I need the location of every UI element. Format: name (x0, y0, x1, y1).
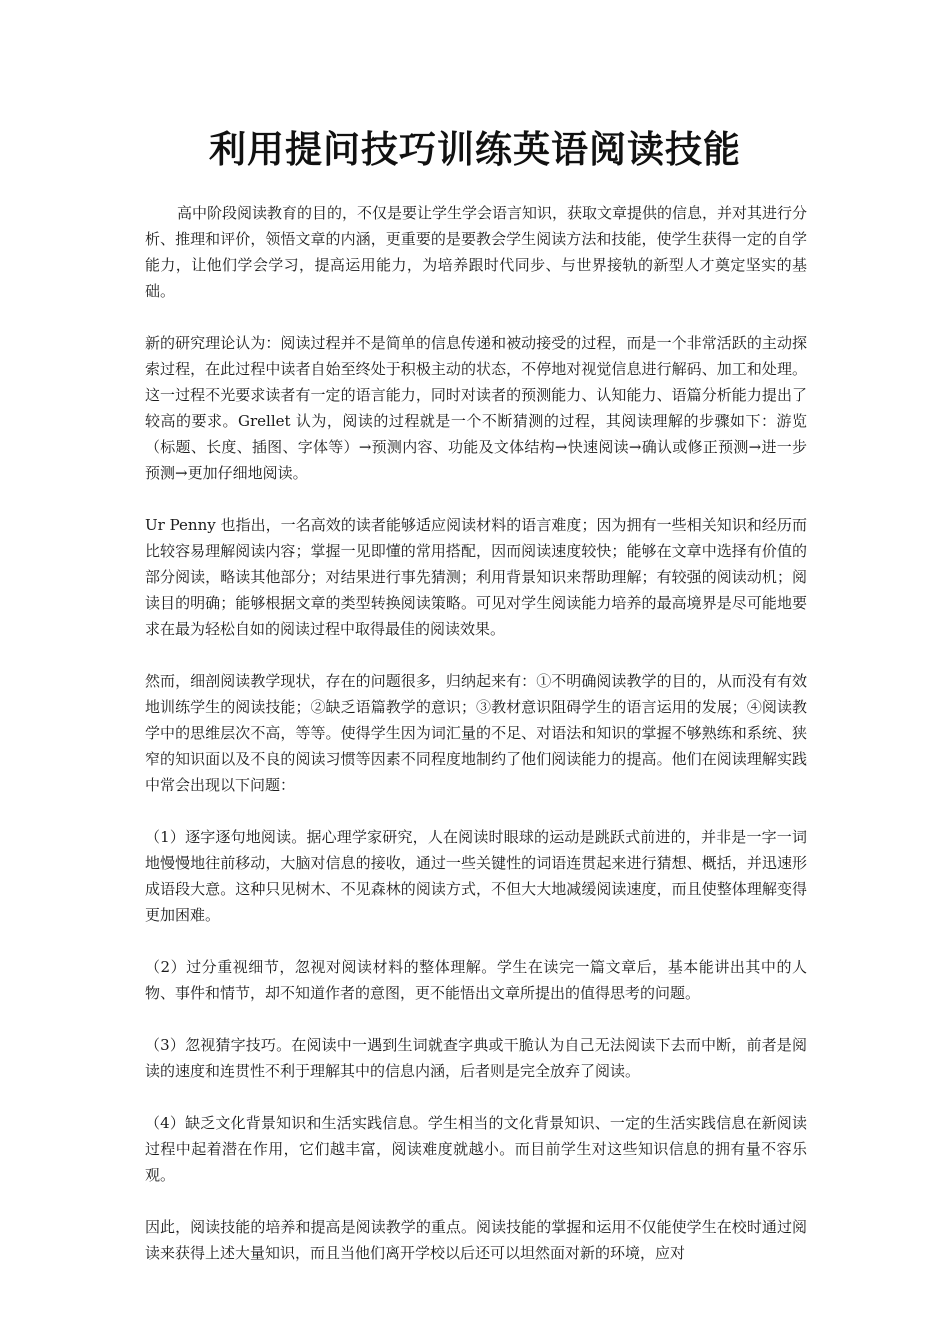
paragraph-theory: 新的研究理论认为：阅读过程并不是简单的信息传递和被动接受的过程，而是一个非常活跃的主动探索过程，在此过程中读者自始至终处于积极主动的状态，不停地对视觉信息进行解码、加工和处理。这一过程不光要求读者有一定的语言能力，同时对读者的预测能力、认知能力、语篇分析能力提出了较高的要求。Grellet 认为，阅读的过程就是一个不断猜测的过程，其阅读理解的步骤如下：游览（标题、长度、插图、字体等）→预测内容、功能及文体结构→快速阅读→确认或修正预测→进一步预测→更加仔细地阅读。 (145, 334, 807, 482)
paragraph-problem-1: （1）逐字逐句地阅读。据心理学家研究，人在阅读时眼球的运动是跳跃式前进的，并非是一字一词地慢慢地往前移动，大脑对信息的接收，通过一些关键性的词语连贯起来进行猜想、概括，并迅速形成语段大意。这种只见树木、不见森林的阅读方式，不但大大地减缓阅读速度，而且使整体理解变得更加困难。 (145, 828, 807, 924)
paragraph-problem-4: （4）缺乏文化背景知识和生活实践信息。学生相当的文化背景知识、一定的生活实践信息在新阅读过程中起着潜在作用，它们越丰富，阅读难度就越小。而目前学生对这些知识信息的拥有量不容乐观。 (145, 1114, 807, 1184)
paragraph-problem-2: （2）过分重视细节，忽视对阅读材料的整体理解。学生在读完一篇文章后，基本能讲出其中的人物、事件和情节，却不知道作者的意图，更不能悟出文章所提出的值得思考的问题。 (145, 958, 807, 1002)
paragraph-conclusion: 因此，阅读技能的培养和提高是阅读教学的重点。阅读技能的掌握和运用不仅能使学生在校时通过阅读来获得上述大量知识，而且当他们离开学校以后还可以坦然面对新的环境，应对 (145, 1218, 807, 1262)
paragraph-intro: 高中阶段阅读教育的目的，不仅是要让学生学会语言知识，获取文章提供的信息，并对其进行分析、推理和评价，领悟文章的内涵，更重要的是要教会学生阅读方法和技能，使学生获得一定的自学能力，让他们学会学习，提高运用能力，为培养跟时代同步、与世界接轨的新型人才奠定坚实的基础。 (145, 204, 808, 300)
document-title: 利用提问技巧训练英语阅读技能 (209, 127, 741, 171)
paragraph-problem-3: （3）忽视猜字技巧。在阅读中一遇到生词就查字典或干脆认为自己无法阅读下去而中断，前者是阅读的速度和连贯性不利于理解其中的信息内涵，后者则是完全放弃了阅读。 (145, 1036, 807, 1080)
paragraph-ur-penny: Ur Penny 也指出，一名高效的读者能够适应阅读材料的语言难度；因为拥有一些相关知识和经历而比较容易理解阅读内容；掌握一见即懂的常用搭配，因而阅读速度较快；能够在文章中选择有价值的部分阅读，略读其他部分；对结果进行事先猜测；利用背景知识来帮助理解；有较强的阅读动机；阅读目的明确；能够根据文章的类型转换阅读策略。可见对学生阅读能力培养的最高境界是尽可能地要求在最为轻松自如的阅读过程中取得最佳的阅读效果。 (145, 516, 807, 638)
paragraph-problems: 然而，细剖阅读教学现状，存在的问题很多，归纳起来有：①不明确阅读教学的目的，从而没有有效地训练学生的阅读技能；②缺乏语篇教学的意识；③教材意识阻碍学生的语言运用的发展；④阅读教学中的思维层次不高，等等。使得学生因为词汇量的不足、对语法和知识的掌握不够熟练和系统、狭窄的知识面以及不良的阅读习惯等因素不同程度地制约了他们阅读能力的提高。他们在阅读理解实践中常会出现以下问题： (145, 672, 807, 794)
document-body (145, 200, 807, 1292)
